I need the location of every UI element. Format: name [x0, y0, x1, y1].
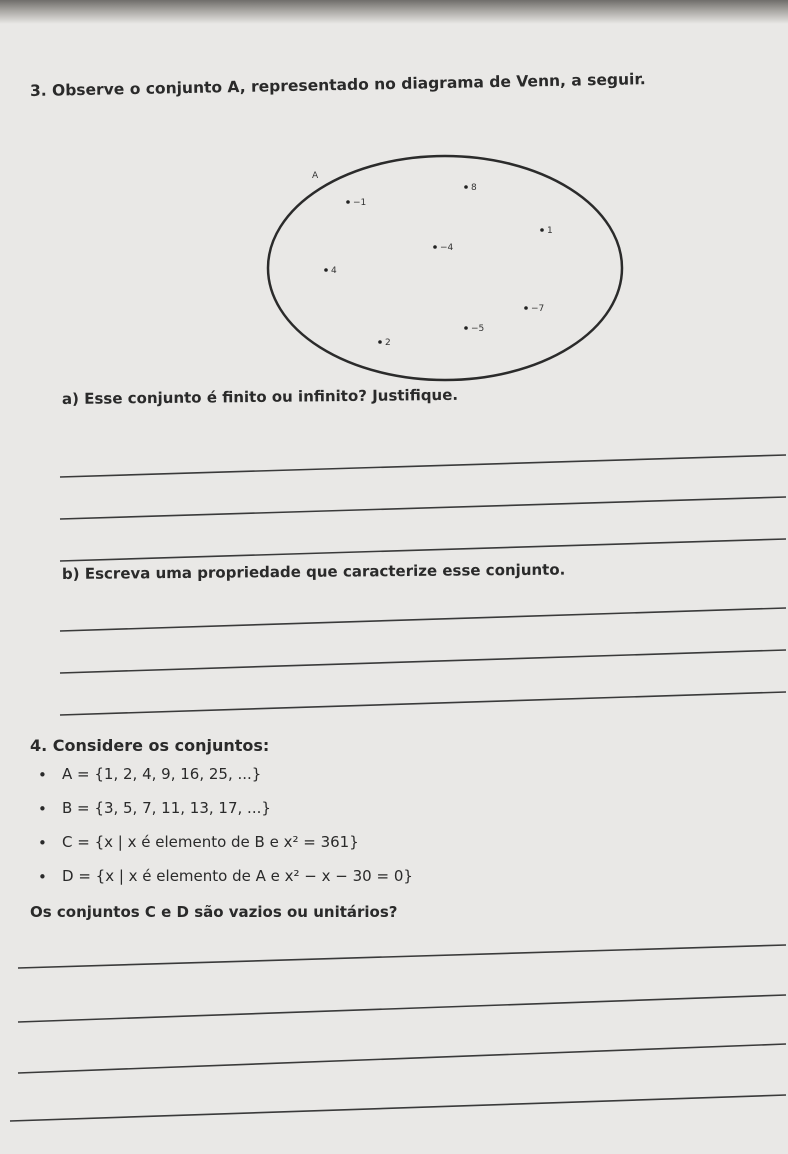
- answer-line-3a-1: [60, 455, 786, 477]
- venn-element-label: −1: [353, 198, 367, 208]
- question-3b: b) Escreva uma propriedade que caracterize esse conjunto.: [61, 560, 566, 583]
- question-4-prompt: Os conjuntos C e D são vazios ou unitários?: [30, 903, 398, 921]
- bullet-icon: •: [38, 766, 47, 784]
- set-c-definition: C = {x | x é elemento de B e x² = 361}: [62, 833, 359, 851]
- answer-line-4-1: [18, 945, 786, 968]
- venn-element-label: 8: [471, 183, 477, 193]
- answer-line-3a-3: [60, 539, 786, 561]
- venn-element-label: −5: [471, 324, 485, 334]
- venn-element-label: 4: [331, 266, 337, 276]
- question-3-title: 3. Observe o conjunto A, representado no diagrama de Venn, a seguir.: [29, 70, 646, 100]
- venn-element-label: −7: [531, 304, 545, 314]
- question-4-title: 4. Considere os conjuntos:: [30, 736, 270, 755]
- set-a-definition: A = {1, 2, 4, 9, 16, 25, ...}: [62, 765, 262, 783]
- venn-set-label: A: [312, 171, 319, 181]
- bullet-icon: •: [38, 868, 47, 886]
- answer-line-3b-2: [60, 650, 786, 673]
- set-d-definition: D = {x | x é elemento de A e x² − x − 30 = 0}: [62, 867, 413, 885]
- answer-line-3b-1: [60, 608, 786, 631]
- set-b-definition: B = {3, 5, 7, 11, 13, 17, ...}: [62, 799, 271, 817]
- bullet-icon: •: [38, 834, 47, 852]
- venn-element-label: 2: [385, 338, 391, 348]
- answer-line-3a-2: [60, 497, 786, 519]
- answer-line-3b-3: [60, 692, 786, 715]
- question-3a: a) Esse conjunto é finito ou infinito? Justifique.: [61, 385, 459, 408]
- bullet-icon: •: [38, 800, 47, 818]
- answer-line-4-2: [18, 995, 786, 1022]
- answer-line-4-3: [18, 1044, 786, 1073]
- answer-line-4-4: [10, 1095, 786, 1121]
- venn-element-label: −4: [440, 243, 454, 253]
- venn-element-label: 1: [547, 226, 553, 236]
